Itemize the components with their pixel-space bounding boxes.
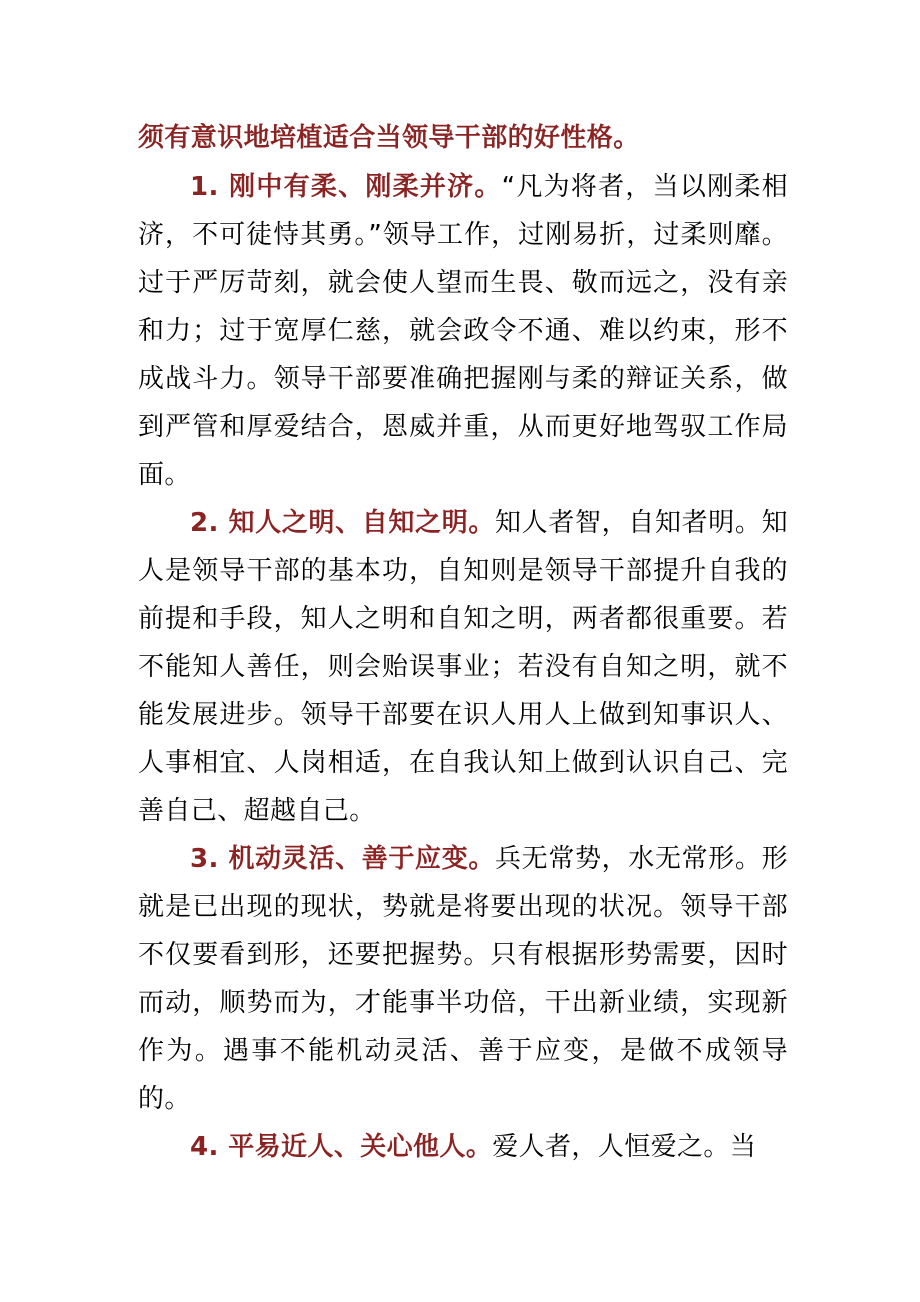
section-3-body: 兵无常势，水无常形。形就是已出现的现状，势就是将要出现的状况。领导干部不仅要看到形，还要把握势。只有根据形势需要，因时而动，顺势而为，才能事半功倍，干出新业绩，实现新作为。遇事不能机动灵活、善于应变，是做不成领导的。 <box>138 844 788 1114</box>
section-2-heading: 2. 知人之明、自知之明。 <box>190 508 496 538</box>
section-4-body: 爱人者，人恒爱之。当 <box>492 1132 757 1162</box>
document-page <box>138 114 788 1171</box>
section-4-heading: 4. 平易近人、关心他人。 <box>190 1132 493 1162</box>
section-1-heading: 1. 刚中有柔、刚柔并济。 <box>190 172 502 202</box>
section-2-paragraph <box>138 499 788 835</box>
section-3-heading: 3. 机动灵活、善于应变。 <box>190 844 496 874</box>
section-1-paragraph <box>138 163 788 499</box>
section-1-body: “凡为将者，当以刚柔相济，不可徒恃其勇。”领导工作，过刚易折，过柔则靡。过于严厉苛刻，就会使人望而生畏、敬而远之，没有亲和力；过于宽厚仁慈，就会政令不通、难以约束，形不成战斗力。领导干部要准确把握刚与柔的辩证关系，做到严管和厚爱结合，恩威并重，从而更好地驾驭工作局面。 <box>138 172 788 490</box>
section-4-paragraph <box>138 1123 788 1171</box>
section-2-body: 知人者智，自知者明。知人是领导干部的基本功，自知则是领导干部提升自我的前提和手段，知人之明和自知之明，两者都很重要。若不能知人善任，则会贻误事业；若没有自知之明，就不能发展进步。领导干部要在识人用人上做到知事识人、人事相宜、人岗相适，在自我认知上做到认识自己、完善自己、超越自己。 <box>138 508 788 826</box>
intro-line: 须有意识地培植适合当领导干部的好性格。 <box>138 123 640 153</box>
section-3-paragraph <box>138 835 788 1123</box>
